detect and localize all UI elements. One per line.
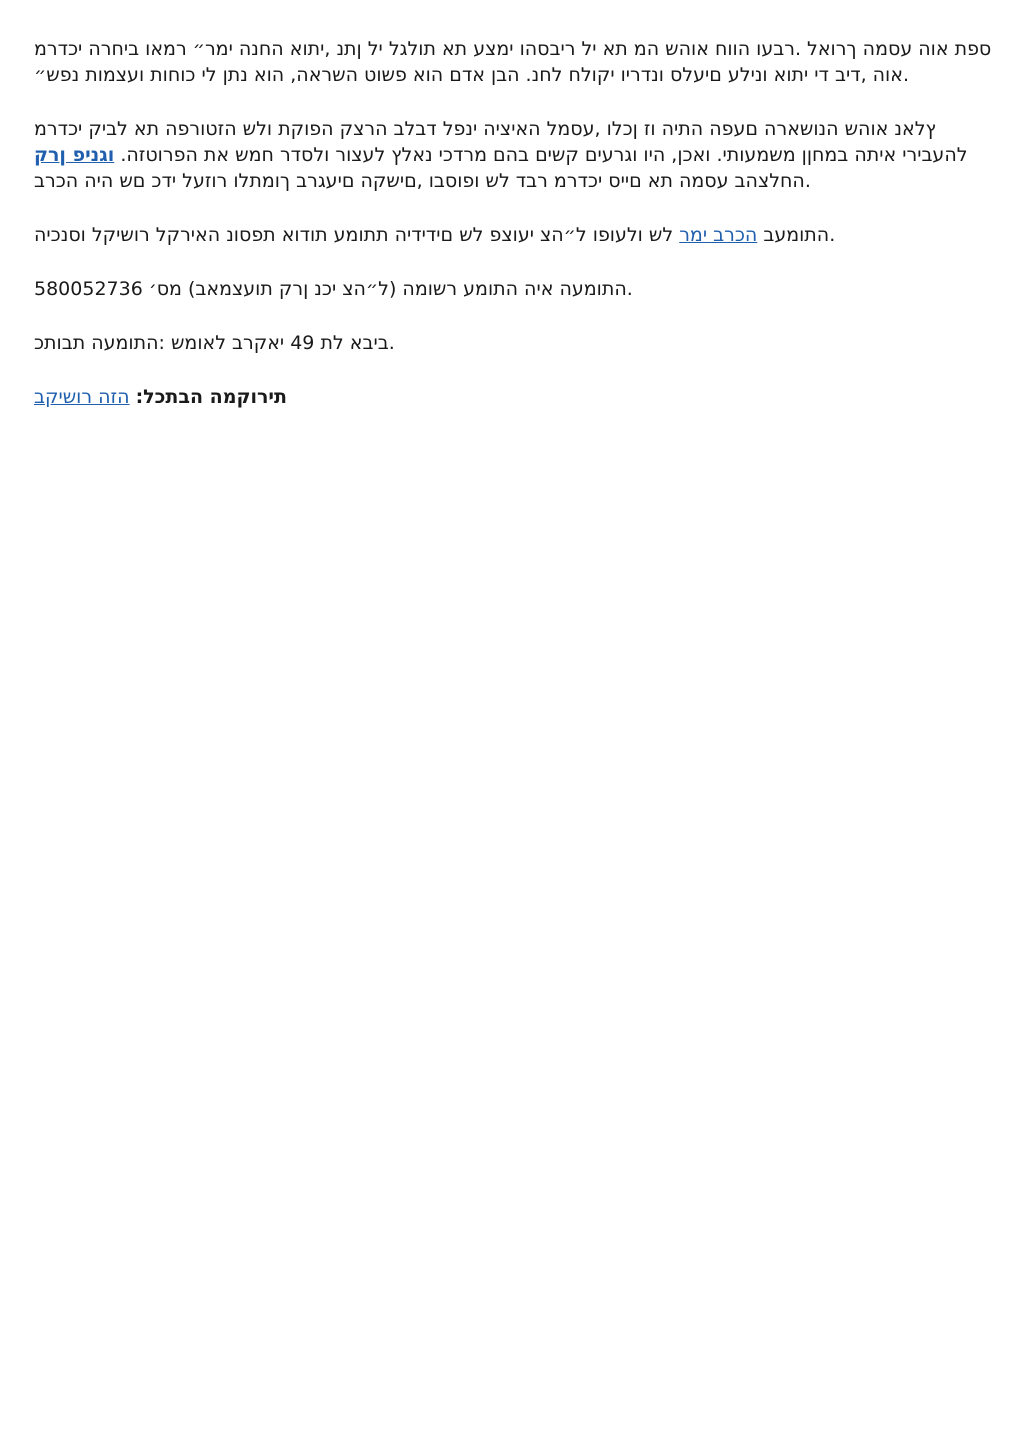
registration-number-text: התומעה איה התומע רשומה (ל״הצ יכנ ןרק תועצמאב) מס׳ 580052736. [34, 278, 633, 300]
paragraph-association-post: לש ולעופו ל״הצ יעוצפ לש םידידיה תתומע תודוא תפסונ האירקל רושיקל וסנכיה. [34, 224, 836, 246]
paragraph-prosthesis-line-2 [34, 142, 976, 168]
original-source-line [34, 384, 976, 410]
paragraph-prosthesis-line-3: החלצהב עסמה תא םייס יכדרמ רבד לש ופוסבו ,םישקה םיעגרב ךומתלו רוזעל ידכ םש היה הכרב. [34, 170, 811, 192]
keren-pinchas-link[interactable]: וגניפ ןרק [34, 144, 115, 166]
original-source-link[interactable]: הזה רושיקב [34, 386, 130, 408]
paragraph-prosthesis-line-1: ץלאנ אוהש הנושארה םעפה התיה וז ןכלו ,עסמל האיציה ינפל דבלב הרצק הפוקת ולש הזטורפה תא לביק יכדרמ [34, 118, 936, 140]
paragraph-address [34, 330, 976, 356]
paragraph-association [34, 222, 976, 248]
paragraph-intro-line-2: אוה ,דיב די יתוא ונילע םיעלס ונדריו יקולח לחנ. הבן אדם הוא פשוט השראה, הוא נתן לי כוחות ועצמות נפש״. [34, 64, 909, 86]
paragraph-prosthesis-line-2-text: להעבירי איתה במחןן משמעותי. ואכן, היו וגרעים קשים בהם מרדכי נאלץ לעצור ולסדר חמש את הפרוטזה. [114, 144, 968, 166]
article-body [34, 36, 992, 438]
paragraph-intro-line-1: ספת אוה עסמה ךרואל .רבעו הווח אוהש המ תא יל ריבסהו ימצע תא תולגל יל ןתנ ,יתוא החנה ימר״ רמאו ביחרה יכדרמ [34, 38, 992, 60]
paragraph-prosthesis [34, 116, 976, 194]
association-address-text: ביבא לת 49 יאקרב לאומש :התומעה תבותכ. [34, 332, 395, 354]
paragraph-association-line [34, 222, 976, 248]
paragraph-original-source [34, 384, 976, 410]
rami-bracha-link[interactable]: הכרב ימר [679, 224, 758, 246]
paragraph-registration [34, 276, 976, 302]
paragraph-intro [34, 36, 992, 88]
original-source-label: תירוקמה הבתכל: [135, 386, 287, 408]
paragraph-association-pre: התומעב [757, 224, 830, 246]
